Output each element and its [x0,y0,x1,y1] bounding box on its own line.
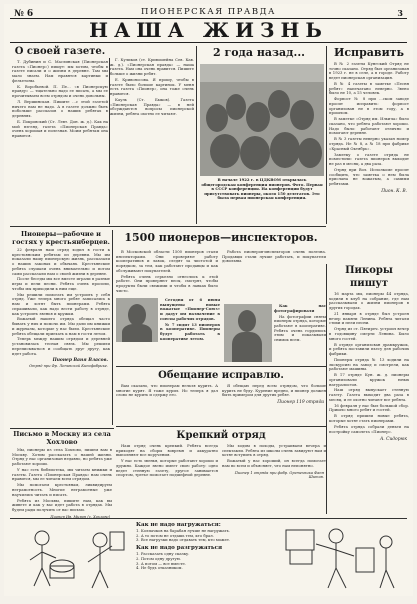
paragraph: 21 января в отряде был устроен вечер памяти Ленина. Ребята читали стихи и пели песни. [329,311,409,326]
header-rule-bottom [10,42,407,43]
article-signature: Пионер Ваня Власов. [52,358,108,364]
article-body [222,250,326,265]
article-body [116,250,218,295]
paragraph: 16 февраля у нас был большой сбор. Пришло много ребят и гостей. [329,402,409,413]
list-item: 4. Не будь отказником. [136,565,183,571]
article-signature: Пионер Ив. Мирон (с. Хохлово) [50,514,110,519]
article-photo-story [274,304,326,364]
paragraph: Л. Вершинская. Пишите ...с этой газетой ничего нам не надо. А в газете должно быть побольше рассказов о наших ребятах в деревнях. [12,99,108,119]
article-heading: 2 года назад... [213,46,305,59]
paragraph: Мы помогаем крестьянам, ликвидируем неграмотность. Многие неграмотные уже научились читать и писать. [12,482,112,497]
paragraph: В № 3 газеты неверно указан номер отряда. Не № 8, а № 18 при фабрике «Красный Октябрь». [329,136,409,151]
article-1500-body [116,250,218,296]
page-header [4,4,413,42]
list-item: 2. А то потом не отдашь тем, кто брал. [136,532,214,538]
section-divider [116,426,326,427]
newspaper-name: ПИОНЕРСКАЯ ПРАВДА [141,7,276,17]
page-title: НАША ЖИЗНЬ [89,18,328,42]
cartoon-right [276,522,406,592]
article-body [222,444,326,470]
paragraph: Заметку о газете отряда не поместили: газета пионеров выходит не раз в месяц, а два раза. [329,151,409,166]
newspaper-page [4,4,413,596]
article-strong-unit [116,444,218,506]
paragraph: Теперь между нашим отрядом и деревней установилась тесная связь. Мы решили переписываться и сообщать друг другу, как идет работа. [12,336,110,356]
article-1500-body-cont [222,250,326,302]
list-items [136,529,272,543]
paragraph: Мы, пионеры из села Хохлово, пишем вам в Москву. Хотим рассказать о нашей жизни. Отряд у нас организован недавно, но ребята уже работают хорошо. [12,448,112,467]
article-1500-heading [116,230,326,248]
paragraph: Работа пионеров-инспекторов очень полезна. Продавцы стали лучше работать, и покупатели довольны. [222,250,326,264]
paragraph: Отряд из ст. Пятиреч. устроил вечер в годовщину смерти Ленина. Было много гостей. [329,326,409,341]
paragraph: № 7 сидит 13 пионеров в кооперативе. Пионеры будут работать в кооперативе летом. [160,321,220,341]
article-signature: А. Сидорюк [379,436,407,442]
photo-caption: В начале 1922 г. в ЦДКВОМ открылась общегородская конференция пионеров. Фото. Первая в СССР конференция. На конференции будут присутствовать пионеры, около 150 делегатов. Это была первая пионерская конференция. [201,177,323,201]
article-heading: Исправить [333,46,405,59]
article-heading: 1500 пионеров—инспекторов. [124,231,318,244]
article-body [329,292,409,436]
paragraph: На фотографии сняты пионеры отряда, которые работают в кооперативе. Ребята очень гордились этим и показывали снимок всем. [274,313,326,343]
column-divider [109,58,110,224]
article-heading: Крепкий отряд [176,430,266,441]
paragraph: К. Воробьевой. П. Пе... «в Пионерскую правду» — тщательно надо ее писать, а мы ее прочитываем всем отрядом и очень довольны. [12,83,108,99]
paragraph: Как нас фотографировали [274,304,326,313]
paragraph: Вожатый нашего отряда обещал часто бывать у них и помочь им. Мы дали им книжки и журналы, которые у нас были. Крестьянские ребята обещали приехать к нам в гости летом. [12,316,110,336]
paragraph: Кауль (Ст. Быков). Газета «Пионерская Правда» — в ней обсуждаются вопросы пионерской жизни, ребята охотно ее читают. [110,97,194,117]
paragraph: Мы ходим в походы, устраиваем вечера и спектакли. Ребята из школы очень завидуют нам и хотят вступить в отряд. [222,444,326,458]
paragraph: 16 марта мы, пионеры 44 отряда, ходили в клуб на собрание, где нам рассказывали о жизни пионеров в других городах. [329,292,409,311]
article-heading: О своей газете. [14,46,106,57]
section-divider [10,428,114,429]
article-body [110,58,194,118]
article-pioneers-visit [12,230,110,425]
paragraph: Я обещаю перед всем отрядом, что больше курить не буду. Курение вредно, и пионер должен быть примером для других ребят. [222,384,326,398]
article-promise-cont [222,384,326,424]
article-body [12,448,112,514]
column-divider [112,230,113,425]
article-signature-location: Отряд при Фр. Ленинской Кинофабрике. [29,364,108,369]
list-item: 3. Все нагрузки надо отдавать тем, кто может. [136,537,231,543]
paragraph: Сегодня от 6 июня выпущены новые вожатые «Пионер-Союз» и дадут им назначение в союзы рабочих отрядов. [160,298,220,321]
paragraph: В отряд пришли новые ребята, которые хотят стать пионерами. [329,413,409,424]
column-divider [326,46,327,224]
paragraph: Пионеры отряда № 13 ходили на экскурсию на завод и смотрели, как работают машины. [329,356,409,372]
list-heading: Как не надо разгружаться [136,545,223,552]
article-body [116,444,218,479]
paragraph: Ребята очень серьезно отнеслись к этой работе. Они проверяют весы, смотрят, чтобы продукты были свежими и чтобы в лавках было чисто. [116,273,218,293]
article-letter [12,430,112,518]
article-two-years-heading [200,46,318,62]
article-signature: Пионер 119 отряда [277,400,324,406]
paragraph: У нас есть звенья, которые работают хорошо и дружно. Каждое звено имеет свою работу: одно ведет стенную газету, другое занимается спортом, третье помогает подшефной деревне. [116,458,218,478]
article-body [12,248,110,357]
paragraph: Наш отряд очень крепкий. Ребята всегда приходят на сборы вовремя и аккуратно выполняют все поручения. [116,444,218,458]
article-body [116,384,218,399]
paragraph: Наш отряд выпускает стенную газету. Газета выходит два раза в месяц, и ее охотно читают все ребята. [329,387,409,402]
paragraph: После беседы мы все вместе играли в разные игры и пели песни. Ребята очень просили, чтобы мы приходили к ним еще. [12,276,110,291]
paragraph: Вам сказано, что пионерам нельзя курить. А многие курят. Я тоже курил. Но теперь я дал слово не курить и сдержу его. [116,384,218,398]
column-divider [196,46,197,224]
drummer-drawing [12,522,132,592]
article-body [329,62,409,188]
article-strong-unit-heading [116,429,326,443]
paragraph: В 17 отряде Кун. ж. д. пионеры организовали кружок юных натуралистов. [329,372,409,387]
paragraph: В отряде организован драмкружок, и ребята поставили пьесу для рабочих фабрики. [329,341,409,356]
paragraph: 22 февраля наш отряд ходил в гости к крестьянским ребятам из деревни. Мы им показали нашу пионерскую жизнь, рассказали о наших законах и обычаях. Крестьянские ребята слушали очень внимательно и потом сами рассказали нам о своей жизни в деревне. [12,248,110,276]
article-body [274,304,326,344]
article-signature: Пионер 1 отряда при фабр. Оргтехника Фаня Шитов. [234,470,324,480]
article-body [12,60,108,140]
column-divider [326,264,327,514]
section-divider [10,226,326,227]
article-corrections [329,46,409,261]
article-about-newspaper-cont [110,58,194,224]
article-correspondents [329,264,409,514]
article-strong-unit-cont [222,444,326,506]
portrait-photo [116,298,158,342]
page-number: 3 [397,8,403,18]
paragraph: Б. Покровский (Ст. Левт. Дон. ж. д.). Как на мой взгляд, газета «Пионерская Правда» очень хорошая и полезная. Моим ребятам она нравится. [12,119,108,139]
paragraph: Т. Дубинин и С. Маслинская (Пионерская газета «Пионер») пишут: мы хотим, чтобы в газете писали и о жизни в деревне. Там мы мало знаем. Нам нравятся картинки и фельетоны. [12,60,108,83]
paragraph: В заметке «Отряд им. Ильича» было сказано, что ребята работают хорошо. Надо было: работают отлично и помогают деревне. [329,116,409,136]
article-promise [116,384,218,424]
paragraph: Вожатый у нас хороший, он всегда помогает нам во всем и объясняет, что нам непонятно. [222,458,326,468]
paragraph: Ребята отряда собрали деньги на постройку самолета «Пионер». [329,423,409,434]
paragraph: В Московской области 1500 пионеров стали инспекторами. Они проверяют работу кооперативов и лавок, следят за чистотой и порядком, за тем, как работают продавцы и как обслуживают покупателей. [116,250,218,273]
list-item: 1. Колпачков на барабан лучше не нагружать. [136,529,231,533]
article-heading: Пикоры пишут [345,265,393,289]
pioneer-girl-photo [224,304,272,362]
article-heading: Обещание исправлю. [158,370,284,381]
cartoon-left [12,522,132,592]
paragraph: В № 2 газеты Кунгский Отряд не точно сказано. Отряд был организован в 1923 г. не в селе, а в городе. Работу ведет пионерская организация. [329,62,409,81]
article-about-newspaper [12,46,108,224]
paragraph: Ребята из Москвы, пишите нам, как вы живете и как у вас идет работа в отрядах. Мы будем рады получить от вас письмо. [12,497,112,512]
paragraph: Г. Куликов (ст. Кривошейна Сев. Кав. ж. д.). «Пионерская правда» — наша газета. Нам она очень нравится. Пишите больше о жизни ребят. [110,58,194,77]
paragraph: Отряд при Вол. Исполкоме просит сообщить, что заметка о нем была прислана не вожатым, а самими ребятами. [329,166,409,186]
photo-caption-block [200,178,324,224]
list-items [136,552,272,571]
article-body [160,298,220,343]
article-body [222,384,326,399]
paragraph: Форпост № 8 при ...ском заводе просит исправить: форпост организован не в этом году, а в прошлом. [329,96,409,116]
list-item: 3. А потом — все вместе. [136,560,187,566]
section-divider [10,518,407,519]
loaded-pioneer-drawing [276,522,406,592]
article-signature: Пион. К. В. [381,188,407,194]
list-heading: Как не надо нагружаться: [136,522,221,528]
list-item: 1. Рассказать одну сказку. [136,552,190,557]
article-heading: Пионеры—рабочие и гостях у крестьянберцев. [12,230,110,246]
article-heading: Письмо в Москву из села Хохлово [13,430,111,446]
historic-photo [200,64,324,176]
paragraph: Е. Кривоносова. Я прошу, чтобы в газете было больше картинок. У меня есть газета «Пионер», она тоже очень нравится. [110,77,194,97]
issue-number: № 6 [14,9,34,19]
paragraph: В № 4 газеты в заметке «Песня ребят» напечатано неверно. Звено было не 10, а 15 человек. [329,81,409,96]
section-divider [116,366,326,367]
how-not-to-load [136,522,272,594]
list-item: 2. Потом одну другую. [136,555,182,561]
paragraph: У нас есть библиотека, мы читаем книжки и газеты. Газета «Пионерская Правда» нам очень нравится, мы ее читаем всем отрядом. [12,467,112,482]
article-promise-heading [116,369,326,383]
paragraph: Мы решили помогать им устроить у себя отряд. Уже теперь много ребят записались к нам и хотят быть пионерами. Ребята спрашивали, как надо вести работу в отряде, как устроить звенья и кружки. [12,291,110,316]
